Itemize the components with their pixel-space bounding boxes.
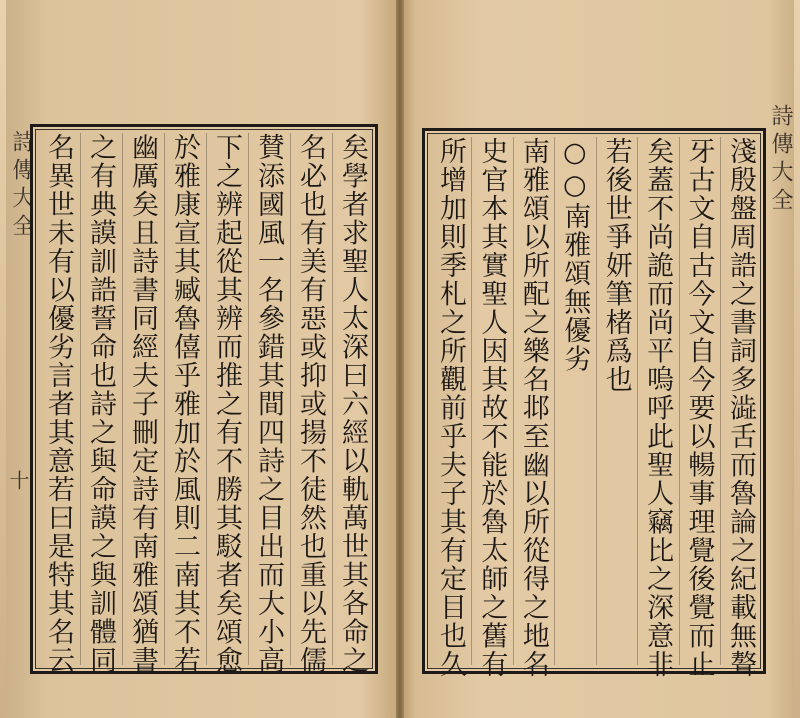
left-column-3: 賛添國風一名參錯其間四詩之目出而大小高 bbox=[248, 133, 285, 665]
right-column-6: 南雅頌以所配之樂名邶至幽以所從得之地名 bbox=[513, 137, 550, 665]
right-column-3: 矣蓋不尚詭而尚平嗚呼此聖人竊比之深意非 bbox=[637, 137, 674, 665]
left-gutter-title: 詩傳大全 bbox=[9, 130, 34, 242]
right-text-frame bbox=[422, 128, 766, 679]
left-column-4: 下之辨起從其辨而推之有不勝其駁者矣頌愈 bbox=[206, 133, 243, 665]
left-columns bbox=[39, 133, 369, 675]
left-column-2: 名必也有美有惡或抑或揚不徒然也重以先儒 bbox=[290, 133, 327, 665]
left-column-7: 之有典謨訓誥誓命也詩之與命謨之與訓體同 bbox=[80, 133, 117, 665]
right-columns bbox=[431, 137, 757, 679]
left-column-8: 名異世未有以優劣言者其意若曰是特其名云 bbox=[43, 133, 74, 675]
right-column-5: ○○南雅頌無優劣 bbox=[554, 137, 591, 665]
right-column-1: 淺殷盤周誥之書詞多澁舌而魯論之紀載無聱 bbox=[720, 137, 757, 665]
right-gutter-title: 詩傳大全 bbox=[768, 104, 793, 216]
left-text-frame bbox=[30, 124, 378, 674]
left-column-1: 矣學者求聖人太深曰六經以軌萬世其各命之 bbox=[332, 133, 369, 665]
right-page bbox=[402, 0, 800, 718]
left-page bbox=[0, 0, 398, 718]
right-column-8: 所增加則季札之所觀前乎夫子其有定目也久 bbox=[435, 137, 466, 679]
left-page-number: 十 bbox=[6, 470, 30, 490]
right-column-4: 若後世爭妍筆楮爲也 bbox=[596, 137, 633, 665]
right-column-2: 牙古文自古今文自今要以暢事理覺後覺而止 bbox=[679, 137, 716, 665]
right-page-edge bbox=[794, 0, 800, 718]
left-column-5: 於雅康宣其臧魯僖乎雅加於風則二南其不若 bbox=[164, 133, 201, 665]
left-page-edge bbox=[0, 0, 6, 718]
left-column-6: 幽厲矣且詩書同經夫子刪定詩有南雅頌猶書 bbox=[122, 133, 159, 665]
right-column-7: 史官本其實聖人因其故不能於魯太師之舊有 bbox=[471, 137, 508, 665]
